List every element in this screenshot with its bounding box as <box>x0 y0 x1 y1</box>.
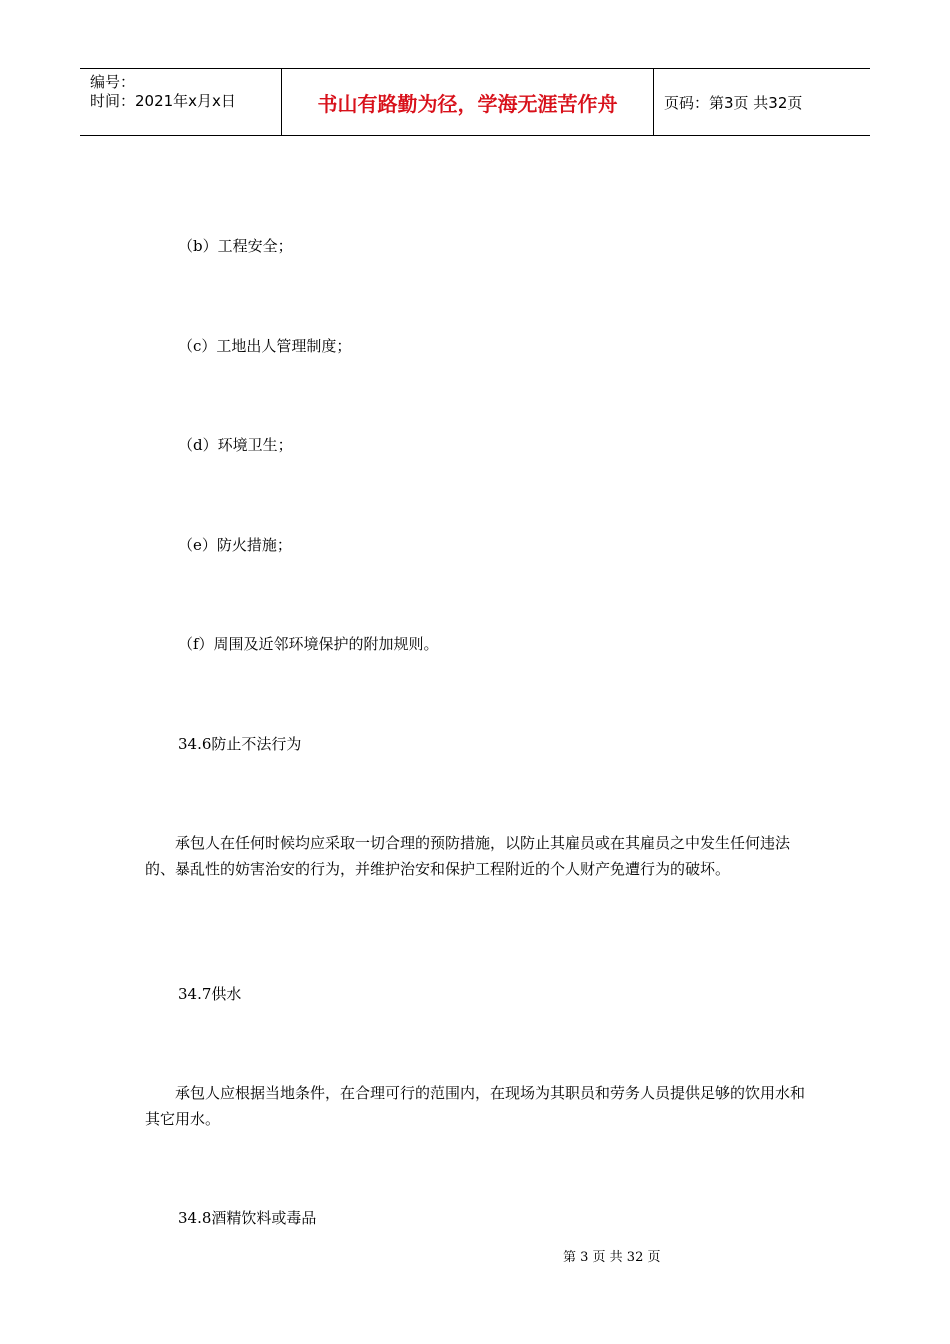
page-footer: 第 3 页 共 32 页 <box>563 1250 661 1265</box>
header-time-label: 时间：2021年x月x日 <box>90 92 236 110</box>
section-34-6-title: 34.6防止不法行为 <box>178 735 302 753</box>
page-header <box>80 68 870 136</box>
list-item-b: （b）工程安全； <box>178 237 293 255</box>
list-item-e: （e）防火措施； <box>178 536 292 554</box>
header-number-label: 编号： <box>90 73 136 91</box>
section-34-6-paragraph: 承包人在任何时候均应采取一切合理的预防措施，以防止其雇员或在其雇员之中发生任何违法的、暴乱性的妨害治安的行为，并维护治安和保护工程附近的个人财产免遭行为的破坏。 <box>145 834 791 878</box>
header-meta-cell <box>80 69 282 135</box>
section-34-7-title: 34.7供水 <box>178 985 242 1003</box>
header-motto: 书山有路勤为径，学海无涯苦作舟 <box>282 69 654 135</box>
list-item-f: （f）周围及近邻环境保护的附加规则。 <box>178 635 439 653</box>
list-item-c: （c）工地出人管理制度； <box>178 337 352 355</box>
header-page-info: 页码：第3页 共32页 <box>664 93 803 112</box>
list-item-d: （d）环境卫生； <box>178 436 293 454</box>
section-34-8-title: 34.8酒精饮料或毒品 <box>178 1209 317 1227</box>
section-34-7-paragraph: 承包人应根据当地条件，在合理可行的范围内，在现场为其职员和劳务人员提供足够的饮用水和其它用水。 <box>145 1084 806 1128</box>
